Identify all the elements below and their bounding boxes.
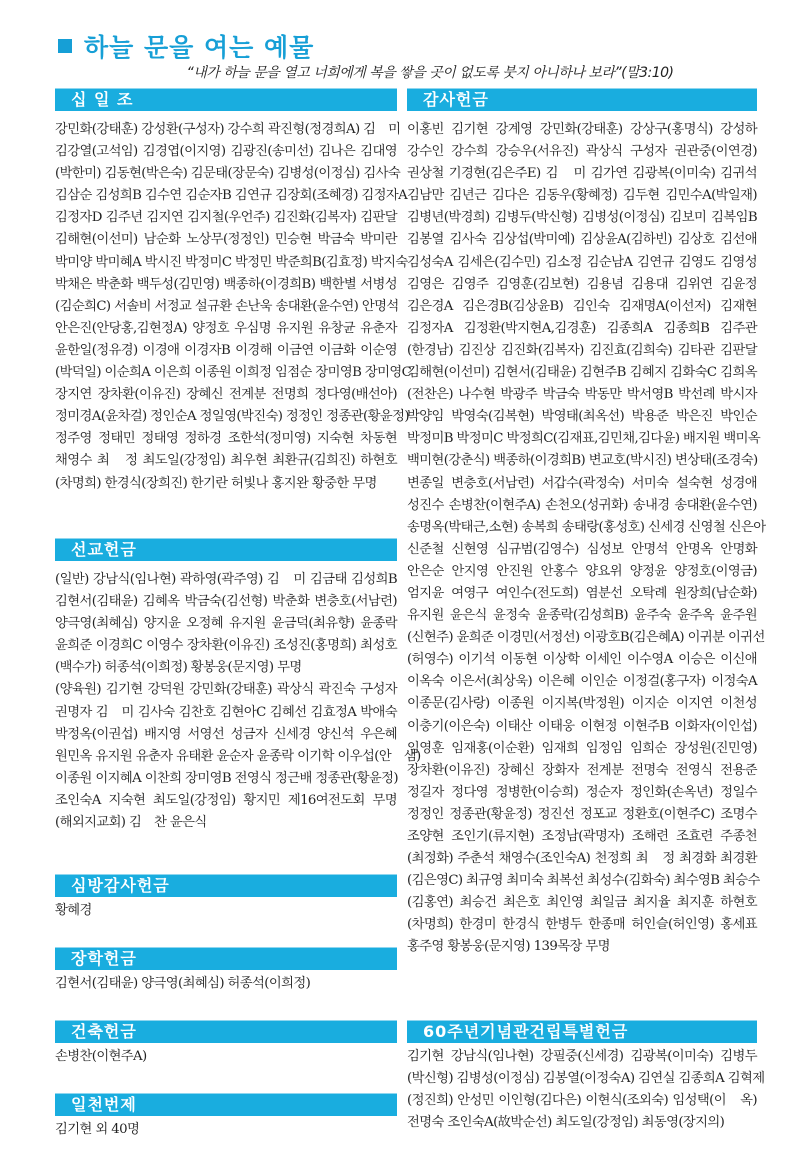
name-line: 안은진(안당홍,김현정A) 양정호 우심명 유지원 유창균 유춘자 (55, 320, 397, 336)
name-line: 박미양 박미혜A 박시진 박정미C 박정민 박준희B(김효정) 박지숙 (55, 254, 408, 270)
name-line: 채영수 최 정 최도일(강정임) 최우현 최환규(김희진) 하현호 (55, 453, 397, 469)
page-title-text: 하늘 문을 여는 예물 (84, 33, 315, 62)
name-line: (한경남) 김진상 김진화(김복자) 김진효(김희숙) 김타관 김판달 (407, 342, 757, 358)
name-line: 김해현(이선미) 남순화 노상무(정정인) 민승현 박금숙 박미란 (55, 232, 397, 248)
name-list (55, 1046, 397, 1068)
section-visitation (55, 874, 397, 922)
name-line: 장지연 장차환(이유진) 장혜신 전계분 전명희 정다영(배선아) (55, 387, 397, 403)
name-line: (일반) 강남식(임나현) 곽하영(곽주영) 김 미 김금태 김성희B (55, 572, 397, 587)
name-line: 양극영(최혜심) 양지윤 오정혜 유지원 윤금덕(최유향) 윤종락 (55, 616, 397, 632)
name-line: 박양임 박영숙(김복현) 박영태(최옥선) 박용준 박은진 박인순 (407, 409, 757, 425)
name-line: (박신형) 김병성(이정심) 김봉열(이정숙A) 김연실 김종희A 김혁제 (407, 1071, 765, 1087)
name-line: (해외지교회) 김 찬 윤은식 (55, 815, 207, 831)
name-line: 장차환(이유진) 장혜신 장화자 전계분 전명숙 전영식 전용준 (407, 762, 757, 778)
name-line: 유지원 윤은식 윤정숙 윤종락(김성희B) 윤주숙 윤주옥 윤주원 (407, 608, 757, 624)
name-line: 김성숙A 김세은(김수민) 김소정 김순남A 김연규 김영도 김영성 (407, 254, 757, 270)
section-anniversary (407, 1020, 765, 1134)
name-line: 김해현(이선미) 김현서(김태윤) 김현주B 김혜지 김화숙C 김희옥 (407, 365, 757, 381)
name-line: 김은경A 김은경B(김상윤B) 김인숙 김재명A(이선저) 김재현 (407, 298, 757, 314)
section-mission (55, 538, 421, 834)
name-line: 김병년(박경희) 김병두(박신형) 김병성(이정심) 김보미 김복임B (407, 210, 757, 226)
name-line: 안은순 안지영 안진원 안홍수 양요위 양정윤 양정호(이영금) (407, 563, 757, 579)
name-line: 정주영 정태민 정태영 정하경 조한석(정미영) 지숙현 차동현 (55, 431, 397, 447)
name-line: 조인숙A 지숙현 최도일(강정임) 황지민 제16여전도회 무명 (55, 792, 397, 808)
name-list (55, 900, 397, 922)
name-line: (박한미) 김동현(박은숙) 김문태(장문숙) 김병성(이정심) 김사숙 (55, 166, 401, 182)
section-scholarship (55, 947, 397, 995)
section-header: 십 일 조 (55, 88, 397, 111)
name-line: (양육원) 김기현 강덕원 강민화(강태훈) 곽상식 곽진숙 구성자 (55, 682, 397, 698)
name-line: 이충기(이은숙) 이태산 이태웅 이현정 이현주B 이화자(이인섭) (407, 718, 757, 734)
name-line: 이종원 이지혜A 이찬희 장미영B 전영식 정근배 정종관(황윤정) (55, 770, 398, 786)
name-list (55, 1119, 397, 1141)
name-line: 김봉열 김사숙 김상섭(박미예) 김상윤A(김하빈) 김상호 김선애 (407, 232, 757, 248)
section-header: 건축헌금 (55, 1020, 397, 1043)
name-line: 이옥숙 이은서(최상욱) 이은혜 이인순 이정걸(홍구자) 이정숙A (407, 674, 757, 690)
name-line: 박정미B 박정미C 박정희C(김재표,김민채,김다윤) 배지원 백미옥 (407, 431, 761, 447)
section-tithe (55, 88, 412, 495)
name-line: 윤희준 이경희C 이영수 장차환(이유진) 조성진(홍명희) 최성호 (55, 638, 397, 654)
name-line: 황혜경 (55, 903, 92, 918)
name-line: (차명희) 한경미 한경식 한병두 한종매 허인슬(허인영) 홍세표 (407, 917, 757, 933)
name-line: 홍주영 황봉웅(문지영) 139목장 무명 (407, 939, 610, 955)
name-line: 김현서(김태윤) 김혜옥 박금숙(김선형) 박춘화 변충호(서남련) (55, 594, 397, 610)
name-line: (김순희C) 서솔비 서정교 설규환 손난욱 송대환(윤수연) 안명석 (55, 298, 399, 314)
section-building (55, 1020, 397, 1068)
section-header: 감사헌금 (407, 88, 757, 111)
name-list (407, 119, 766, 959)
name-line: 백미현(강춘식) 백종하(이경희B) 변교호(박시진) 변상태(조경숙) (407, 453, 758, 469)
square-bullet-icon (58, 39, 72, 53)
name-line: (전찬은) 나수현 박광주 박금숙 박동만 박서영B 박선례 박시자 (407, 387, 757, 403)
name-line: 김기현 외 40명 (55, 1122, 140, 1137)
scripture-quote: “내가 하늘 문을 열고 너희에게 복을 쌓을 곳이 없도록 붓지 아니하나 보라”(말3:10) (186, 65, 674, 81)
section-header: 선교헌금 (55, 538, 397, 561)
name-line: 김남만 김년근 김다은 김동우(황혜정) 김두현 김민수A(박일재) (407, 188, 757, 204)
name-line: (차명희) 한경식(장희진) 한기란 허빛나 홍지완 황중한 무명 (55, 475, 377, 491)
name-line: 손병찬(이현주A) (55, 1049, 147, 1064)
name-line: (신현주) 윤희준 이경민(서정선) 이광호B(김은혜A) 이귀분 이귀선 (407, 630, 765, 646)
name-line: 임영훈 임재홍(이순환) 임재희 임정임 임희순 장성원(진민영) (407, 740, 757, 756)
name-line: 윤한일(정유경) 이경애 이경자B 이경해 이금연 이금화 이순영 (55, 342, 397, 358)
name-line: 이홍빈 김기현 강계영 강민화(강태훈) 강상구(홍명식) 강성하 (407, 122, 757, 137)
name-line: 김정자A 김정환(박지현A,김경훈) 김종희A 김종희B 김주관 (407, 320, 757, 336)
name-line: 조양현 조인기(류지현) 조정남(곽명자) 조해련 조효련 주종천 (407, 829, 757, 844)
name-line: (김홍연) 최승건 최은호 최인영 최일금 최지율 최지훈 하현호 (407, 895, 757, 911)
section-thanks (407, 88, 766, 959)
name-line: 권상철 기경현(김은주E) 김 미 김가연 김광복(이미숙) 김귀석 (407, 166, 757, 182)
name-line: 전명숙 조인숙A(故박순선) 최도일(강정임) 최동영(장지의) (407, 1115, 725, 1131)
name-line: 박정옥(이권섭) 배지영 서영선 성금자 신세경 양신석 우은혜 (55, 726, 397, 742)
name-line: 원민옥 유지원 유춘자 유태환 윤순자 윤종락 이기학 이우섭(안 샘) (55, 748, 421, 764)
name-line: (최정화) 주춘석 채영수(조인숙A) 천정희 최 정 최경화 최경환 (407, 851, 757, 867)
name-line: 김정자D 김주년 김지연 김지철(우언주) 김진화(김복자) 김판달 (55, 210, 397, 226)
name-line: 정길자 정다영 정병한(이승희) 정순자 정인화(손옥년) 정일수 (407, 784, 757, 800)
section-header: 심방감사헌금 (55, 874, 397, 897)
name-line: 정정인 정종관(황윤정) 정진선 정포교 정환호(이현주C) 조명수 (407, 806, 757, 822)
section-header: 장학헌금 (55, 947, 397, 970)
name-list (55, 569, 421, 834)
name-line: 김영은 김영주 김영훈(김보현) 김용념 김용대 김위연 김윤정 (407, 276, 757, 292)
name-line: 정미경A(윤차걸) 정인순A 정일영(박진숙) 정정인 정종관(황윤정) (55, 409, 409, 425)
name-line: 신준철 신현영 심규범(김영수) 심성보 안명석 안명옥 안명화 (407, 541, 757, 557)
section-header: 일천번제 (55, 1093, 397, 1116)
name-line: 강민화(강태훈) 강성환(구성자) 강수희 곽진형(정경희A) 김 미 (55, 122, 401, 137)
name-line: 권명자 김 미 김사숙 김찬호 김현아C 김혜선 김효정A 박애숙 (55, 704, 397, 720)
name-line: 변종일 변충호(서남련) 서갑수(곽정숙) 서미숙 설숙현 성경애 (407, 475, 757, 491)
name-line: (김은영C) 최규영 최미숙 최복선 최성수(김화숙) 최수영B 최승수 (407, 873, 760, 889)
name-line: (정진희) 안성민 이인형(김다은) 이현식(조외숙) 임성택(이 옥) (407, 1093, 757, 1109)
name-line: 박채은 박춘화 백두성(김민영) 백종하(이경희B) 백한별 서병성 (55, 276, 397, 292)
name-line: 김현서(김태윤) 양극영(최혜심) 허종석(이희정) (55, 976, 311, 991)
page-title (58, 28, 314, 64)
name-line: (백수가) 허종석(이희정) 황봉웅(문지영) 무명 (55, 660, 302, 676)
name-line: 김강열(고석임) 김경엽(이지영) 김광진(송미선) 김나은 김대영 (55, 144, 397, 160)
name-line: 이종문(김사랑) 이종원 이지복(박정원) 이지순 이지연 이천성 (407, 696, 757, 712)
name-line: (박덕일) 이순희A 이은희 이종원 이희정 임점순 장미영B 장미영C (55, 365, 412, 381)
name-list (407, 1046, 765, 1134)
name-line: 엄지윤 여영구 여인수(전도희) 염분선 오탁례 원장희(남순화) (407, 585, 757, 601)
name-list (55, 973, 397, 995)
name-line: 강수인 강수희 강승우(서유진) 곽상식 구성자 권관중(이연경) (407, 144, 757, 160)
name-list (55, 119, 412, 495)
name-line: 성진수 손병찬(이현주A) 손천오(성귀화) 송내경 송대환(윤수연) (407, 497, 757, 513)
name-line: (허영수) 이기석 이동현 이상학 이세인 이수영A 이승은 이신애 (407, 652, 757, 668)
section-header: 60주년기념관건립특별헌금 (407, 1020, 757, 1043)
name-line: 김삼순 김성희B 김수연 김순자B 김연규 김장회(조혜경) 김정자A (55, 188, 408, 204)
name-line: 송명옥(박태근,소현) 송복희 송태랑(홍성호) 신세경 신영철 신은아 (407, 519, 766, 535)
name-line: 김기현 강남식(임나현) 강필중(신세경) 김광복(이미숙) 김병두 (407, 1049, 757, 1064)
section-thousand-offering (55, 1093, 397, 1141)
